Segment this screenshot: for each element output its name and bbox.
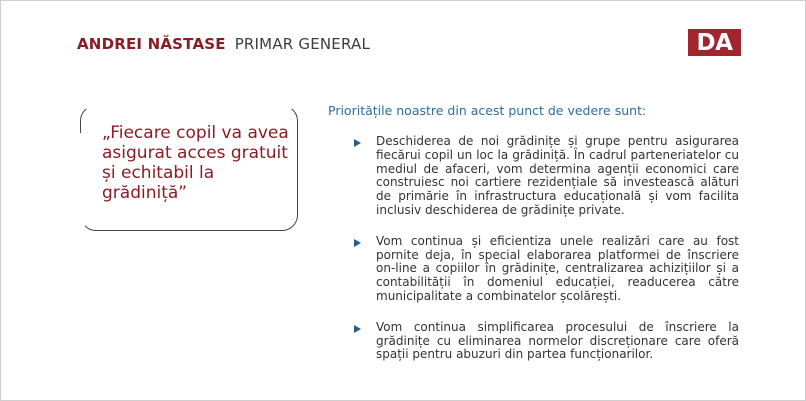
bullet-triangle-icon — [354, 325, 361, 333]
bullet-triangle-icon — [354, 239, 361, 247]
list-item — [354, 235, 739, 304]
bullet-triangle-icon — [354, 139, 361, 147]
list-item — [354, 135, 739, 218]
author-name: ANDREI NĂSTASE — [77, 35, 226, 53]
list-item — [354, 321, 739, 362]
da-logo: DA — [688, 29, 741, 56]
priorities-list — [354, 135, 739, 379]
quote-frame-gap-top — [61, 103, 297, 109]
header — [77, 35, 370, 53]
priorities-intro: Prioritățile noastre din acest punct de vedere sunt: — [328, 103, 647, 118]
list-item-text: Vom continua simplificarea procesului de înscriere la grădinițe cu eliminarea normelor discreționare care oferă spații pentru abuzuri din partea funcționarilor. — [376, 319, 739, 362]
author-role: PRIMAR GENERAL — [234, 35, 371, 53]
quote-frame-gap-left — [77, 133, 85, 233]
pull-quote: „Fiecare copil va avea asigurat acces gratuit și echitabil la grădiniță” — [102, 123, 289, 203]
list-item-text: Deschiderea de noi grădinițe și grupe pentru asigurarea fiecărui copil un loc la grădiniță. În cadrul parteneriatelor cu mediul de afaceri, vom determina agenții economici care construiesc noi cartiere rezidențiale să investească alături de primărie în infrastructura educațională și vom facilita inclusiv deschiderea de grădinițe private. — [376, 134, 739, 217]
list-item-text: Vom continua și eficientiza unele realizări care au fost pornite deja, în special elaborarea platformei de înscriere on-line a copiilor în grădinițe, centralizarea achizițiilor și a contabilității în domeniul educației, readucerea către municipalitate a combinatelor școlărești. — [376, 233, 739, 303]
